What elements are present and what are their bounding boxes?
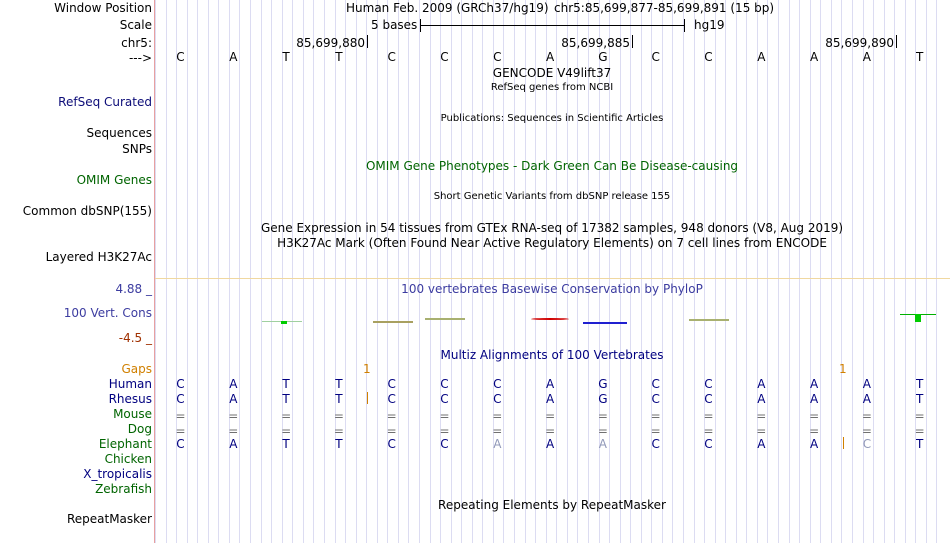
grid-line xyxy=(335,0,336,543)
window-position-label: Window Position xyxy=(54,1,152,15)
grid-line xyxy=(831,0,832,543)
track-group-divider xyxy=(155,278,950,279)
gtex-track-title: Gene Expression in 54 tissues from GTEx RNA-seq of 17382 samples, 948 donors (V8, Aug 2019) xyxy=(260,221,844,235)
grid-line xyxy=(440,0,441,543)
base-letter: = xyxy=(756,409,767,423)
base-letter: = xyxy=(333,409,344,423)
grid-line xyxy=(863,0,864,543)
base-letter: = xyxy=(281,424,292,438)
base-letter: A xyxy=(757,377,766,391)
base-letter: A xyxy=(545,50,555,64)
db-label: hg19 xyxy=(694,18,725,32)
dog-species-label: Dog xyxy=(127,422,152,436)
gap-count-mark: 1 xyxy=(839,362,847,376)
grid-line xyxy=(282,0,283,543)
grid-line xyxy=(166,0,167,543)
base-letter: A xyxy=(809,377,819,391)
phylop-bar xyxy=(373,321,413,323)
base-letter: T xyxy=(335,50,343,64)
sidebar-divider xyxy=(154,0,155,543)
grid-line xyxy=(736,0,737,543)
grid-line xyxy=(472,0,473,543)
phylop-bar xyxy=(583,322,627,324)
human-species-label: Human xyxy=(108,377,152,391)
base-letter: T xyxy=(916,392,924,406)
grid-line xyxy=(261,0,262,543)
coordinate-tick xyxy=(896,35,897,48)
h3k27ac-track-label[interactable]: Layered H3K27Ac xyxy=(45,250,152,264)
coordinate-label: 85,699,885 xyxy=(561,36,630,50)
base-letter: = xyxy=(333,424,344,438)
base-letter: C xyxy=(176,50,185,64)
grid-line xyxy=(430,0,431,543)
base-letter: A xyxy=(809,50,819,64)
phylop-min-label: -4.5 _ xyxy=(118,331,152,345)
base-letter: C xyxy=(440,50,449,64)
base-letter: A xyxy=(229,50,238,64)
base-letter: = xyxy=(175,409,186,423)
base-letter: = xyxy=(386,409,397,423)
base-letter: A xyxy=(229,377,238,391)
base-letter: T xyxy=(916,50,924,64)
phylop-track-title: 100 vertebrates Basewise Conservation by PhyloP xyxy=(401,282,703,296)
grid-line xyxy=(229,0,230,543)
base-letter: C xyxy=(176,437,185,451)
base-letter: = xyxy=(228,424,239,438)
base-letter: = xyxy=(597,409,608,423)
grid-line xyxy=(387,0,388,543)
base-letter: C xyxy=(440,437,449,451)
base-letter: A xyxy=(493,437,502,451)
base-letter: = xyxy=(281,409,292,423)
base-letter: C xyxy=(387,437,396,451)
grid-line xyxy=(746,0,747,543)
publications-track-title: Publications: Sequences in Scientific Articles xyxy=(440,113,664,124)
elephant-insertion-mark xyxy=(843,437,844,449)
base-letter: = xyxy=(756,424,767,438)
scale-bar xyxy=(420,25,684,26)
grid-line xyxy=(651,0,652,543)
grid-line xyxy=(620,0,621,543)
cons-track-label[interactable]: 100 Vert. Cons xyxy=(63,306,152,320)
base-letter: C xyxy=(704,392,713,406)
rhesus-species-label: Rhesus xyxy=(108,392,152,406)
grid-line xyxy=(197,0,198,543)
gencode-track-title[interactable]: GENCODE V49lift37 xyxy=(492,66,612,80)
grid-line xyxy=(884,0,885,543)
base-letter: C xyxy=(493,377,502,391)
coordinate-label: 85,699,880 xyxy=(296,36,365,50)
grid-line xyxy=(155,0,156,543)
base-letter: = xyxy=(703,409,714,423)
grid-line xyxy=(936,0,937,543)
elephant-species-label: Elephant xyxy=(98,437,152,451)
x-tropicalis-species-label: X_tropicalis xyxy=(83,467,152,481)
base-letter: T xyxy=(335,377,343,391)
grid-line xyxy=(356,0,357,543)
grid-line xyxy=(176,0,177,543)
base-letter: C xyxy=(651,377,660,391)
scale-label: Scale xyxy=(119,18,152,32)
grid-line xyxy=(366,0,367,543)
base-letter: C xyxy=(176,392,185,406)
base-letter: = xyxy=(861,424,872,438)
grid-line xyxy=(852,0,853,543)
grid-line xyxy=(715,0,716,543)
base-letter: C xyxy=(493,392,502,406)
base-letter: = xyxy=(492,409,503,423)
base-letter: C xyxy=(387,392,396,406)
base-letter: A xyxy=(545,437,555,451)
grid-line xyxy=(873,0,874,543)
phylop-max-label: 4.88 _ xyxy=(115,282,152,296)
base-letter: C xyxy=(387,377,396,391)
mouse-species-label: Mouse xyxy=(113,407,152,421)
base-letter: A xyxy=(229,392,238,406)
phylop-bar xyxy=(531,318,569,320)
base-letter: A xyxy=(229,437,238,451)
base-letter: G xyxy=(598,392,608,406)
repeatmasker-track-title: Repeating Elements by RepeatMasker xyxy=(438,498,666,512)
base-letter: = xyxy=(439,409,450,423)
grid-line xyxy=(810,0,811,543)
base-letter: A xyxy=(862,50,871,64)
grid-line xyxy=(926,0,927,543)
coordinate-label: 85,699,890 xyxy=(825,36,894,50)
base-letter: T xyxy=(282,392,290,406)
base-letter: A xyxy=(545,377,555,391)
grid-line xyxy=(789,0,790,543)
base-letter: T xyxy=(282,50,290,64)
phylop-bar xyxy=(915,314,921,322)
phylop-bar xyxy=(425,318,465,320)
base-letter: = xyxy=(914,409,925,423)
base-letter: = xyxy=(809,409,820,423)
base-letter: C xyxy=(651,392,660,406)
base-letter: C xyxy=(651,437,660,451)
zebrafish-species-label: Zebrafish xyxy=(95,482,152,496)
grid-line xyxy=(767,0,768,543)
grid-line xyxy=(482,0,483,543)
base-letter: = xyxy=(492,424,503,438)
scale-bar-text: 5 bases xyxy=(371,18,418,32)
base-letter: C xyxy=(704,50,713,64)
base-letter: T xyxy=(916,437,924,451)
grid-line xyxy=(630,0,631,543)
base-letter: T xyxy=(282,437,290,451)
grid-line xyxy=(239,0,240,543)
strand-label: ---> xyxy=(128,51,152,65)
base-letter: A xyxy=(862,392,871,406)
chrom-label: chr5: xyxy=(121,36,152,50)
base-letter: A xyxy=(809,437,819,451)
grid-line xyxy=(694,0,695,543)
gaps-label: Gaps xyxy=(121,362,152,376)
grid-line xyxy=(915,0,916,543)
grid-line xyxy=(408,0,409,543)
base-letter: = xyxy=(650,409,661,423)
base-letter: C xyxy=(704,437,713,451)
base-letter: = xyxy=(861,409,872,423)
coordinate-tick xyxy=(367,35,368,48)
chicken-species-label: Chicken xyxy=(104,452,152,466)
base-letter: = xyxy=(650,424,661,438)
refseq-track-subtitle: RefSeq genes from NCBI xyxy=(490,82,614,93)
scale-bar-right-cap xyxy=(684,19,685,32)
dbsnp-track-label[interactable]: Common dbSNP(155) xyxy=(22,204,152,218)
phylop-bar xyxy=(689,319,729,321)
grid-line xyxy=(271,0,272,543)
grid-line xyxy=(905,0,906,543)
grid-line xyxy=(303,0,304,543)
base-letter: A xyxy=(862,377,871,391)
base-letter: = xyxy=(386,424,397,438)
grid-line xyxy=(461,0,462,543)
omim-track-title: OMIM Gene Phenotypes - Dark Green Can Be Disease-causing xyxy=(365,159,739,173)
base-letter: A xyxy=(545,392,555,406)
base-letter: T xyxy=(282,377,290,391)
base-letter: T xyxy=(335,392,343,406)
grid-line xyxy=(672,0,673,543)
base-letter: T xyxy=(916,377,924,391)
base-letter: C xyxy=(387,50,396,64)
grid-line xyxy=(778,0,779,543)
grid-line xyxy=(841,0,842,543)
base-letter: A xyxy=(757,437,766,451)
base-letter: C xyxy=(704,377,713,391)
grid-line xyxy=(398,0,399,543)
base-letter: C xyxy=(651,50,660,64)
grid-line xyxy=(377,0,378,543)
grid-line xyxy=(218,0,219,543)
base-letter: C xyxy=(176,377,185,391)
grid-line xyxy=(250,0,251,543)
base-letter: = xyxy=(809,424,820,438)
base-letter: A xyxy=(757,392,766,406)
grid-line xyxy=(725,0,726,543)
grid-line xyxy=(187,0,188,543)
base-letter: = xyxy=(545,409,556,423)
phylop-bar xyxy=(281,321,287,324)
base-letter: = xyxy=(703,424,714,438)
base-letter: G xyxy=(598,377,608,391)
base-letter: = xyxy=(175,424,186,438)
grid-line xyxy=(641,0,642,543)
grid-line xyxy=(313,0,314,543)
grid-line xyxy=(704,0,705,543)
base-letter: = xyxy=(228,409,239,423)
grid-line xyxy=(419,0,420,543)
grid-line xyxy=(324,0,325,543)
base-letter: A xyxy=(757,50,766,64)
snps-track-label[interactable]: SNPs xyxy=(122,142,152,156)
grid-line xyxy=(208,0,209,543)
grid-line xyxy=(451,0,452,543)
gap-count-mark: 1 xyxy=(363,362,371,376)
base-letter: = xyxy=(545,424,556,438)
grid-line xyxy=(292,0,293,543)
base-letter: A xyxy=(598,437,607,451)
base-letter: T xyxy=(335,437,343,451)
multiz-track-title: Multiz Alignments of 100 Vertebrates xyxy=(440,348,664,362)
base-letter: C xyxy=(493,50,502,64)
grid-line xyxy=(345,0,346,543)
grid-line xyxy=(799,0,800,543)
grid-line xyxy=(757,0,758,543)
omim-track-label[interactable]: OMIM Genes xyxy=(76,173,152,187)
grid-line xyxy=(820,0,821,543)
h3k27ac-track-title: H3K27Ac Mark (Often Found Near Active Regulatory Elements) on 7 cell lines from ENCODE xyxy=(277,236,827,250)
refseq-track-label[interactable]: RefSeq Curated xyxy=(58,95,152,109)
grid-line xyxy=(662,0,663,543)
rhesus-insertion-mark xyxy=(367,392,368,404)
base-letter: = xyxy=(439,424,450,438)
coordinate-tick xyxy=(632,35,633,48)
grid-line xyxy=(683,0,684,543)
dbsnp-track-title: Short Genetic Variants from dbSNP release 155 xyxy=(433,191,671,202)
base-letter: A xyxy=(809,392,819,406)
sequences-track-label[interactable]: Sequences xyxy=(86,126,152,140)
base-letter: = xyxy=(597,424,608,438)
base-letter: C xyxy=(440,392,449,406)
base-letter: C xyxy=(440,377,449,391)
assembly-title: Human Feb. 2009 (GRCh37/hg19) xyxy=(346,1,549,15)
base-letter: C xyxy=(862,437,872,451)
repeatmasker-track-label[interactable]: RepeatMasker xyxy=(66,512,152,526)
grid-line xyxy=(894,0,895,543)
window-position-value: chr5:85,699,877-85,699,891 (15 bp) xyxy=(554,1,775,15)
base-letter: = xyxy=(914,424,925,438)
base-letter: G xyxy=(598,50,608,64)
